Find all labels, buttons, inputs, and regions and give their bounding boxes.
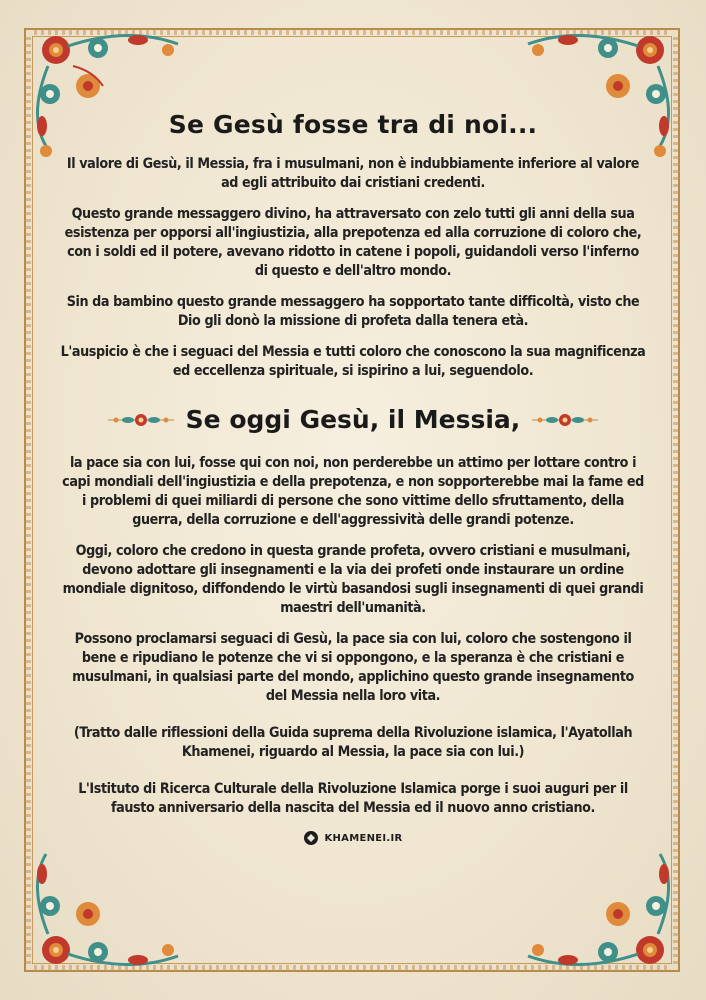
logo <box>60 830 646 846</box>
intro-paragraph: Il valore di Gesù, il Messia, fra i musulmani, non è indubbiamente inferiore al valore ad egli attribuito dai cristiani credenti. <box>66 156 640 191</box>
body-paragraph: la pace sia con lui, fosse qui con noi, non perderebbe un attimo per lottare contro i capi mondiali dell'ingiustizia e della prepotenza, e non sopporterebbe mai la fame ed i problemi di quei miliardi di persone che sono vittime dello sfruttamento, della guerra, della corruzione e dell'aggressività delle grandi potenze. <box>62 455 644 528</box>
intro-paragraph: L'auspicio è che i seguaci del Messia e tutti coloro che conoscono la sua magnificenza ed eccellenza spirituale, si ispirino a lui, seguendolo. <box>60 344 646 379</box>
floral-corner-bottom-right-icon <box>498 834 678 974</box>
ornament-left-icon <box>106 409 176 431</box>
ornament-right-icon <box>530 409 600 431</box>
floral-corner-bottom-left-icon <box>28 834 208 974</box>
body-paragraph: Possono proclamarsi seguaci di Gesù, la pace sia con lui, coloro che sostengono il bene e ripudiano le potenze che vi si oppongono, e la speranza è che cristiani e musulmani, in qualsiasi parte del mondo, applichino questo grande insegnamento del Messia nella loro vita. <box>72 631 634 704</box>
subtitle-row <box>60 405 646 434</box>
frame-band-right <box>673 36 679 964</box>
main-content <box>60 110 646 846</box>
section-subtitle: Se oggi Gesù, il Messia, <box>185 405 521 434</box>
intro-paragraph: Sin da bambino questo grande messaggero ha sopportato tante difficoltà, visto che Dio gli donò la missione di profeta dalla tenera età. <box>66 294 640 329</box>
closing-message: L'Istituto di Ricerca Culturale della Rivoluzione Islamica porge i suoi auguri per il fausto anniversario della nascita del Messia ed il nuovo anno cristiano. <box>78 781 628 816</box>
frame-band-left <box>25 36 31 964</box>
logo-text: KHAMENEI.IR <box>324 832 403 844</box>
quote-attribution: (Tratto dalle riflessioni della Guida suprema della Rivoluzione islamica, l'Ayatollah Khamenei, riguardo al Messia, la pace sia con lui.) <box>73 725 633 760</box>
page-title: Se Gesù fosse tra di noi... <box>168 110 538 139</box>
khamenei-logo-icon <box>303 830 319 846</box>
intro-paragraph: Questo grande messaggero divino, ha attraversato con zelo tutti gli anni della sua esistenza per opporsi all'ingiustizia, alla prepotenza ed alla corruzione di coloro che, con i soldi ed il potere, avevano ridotto in catene i popoli, guidandoli verso l'inferno di questo e dell'altro mondo. <box>64 206 642 279</box>
body-paragraph: Oggi, coloro che credono in questa grande profeta, ovvero cristiani e musulmani, devono adottare gli insegnamenti e la via dei profeti onde instaurare un ordine mondiale dignitoso, diffondendo le virtù basandosi sugli insegnamenti di quei grandi maestri dell'umanità. <box>62 543 644 616</box>
